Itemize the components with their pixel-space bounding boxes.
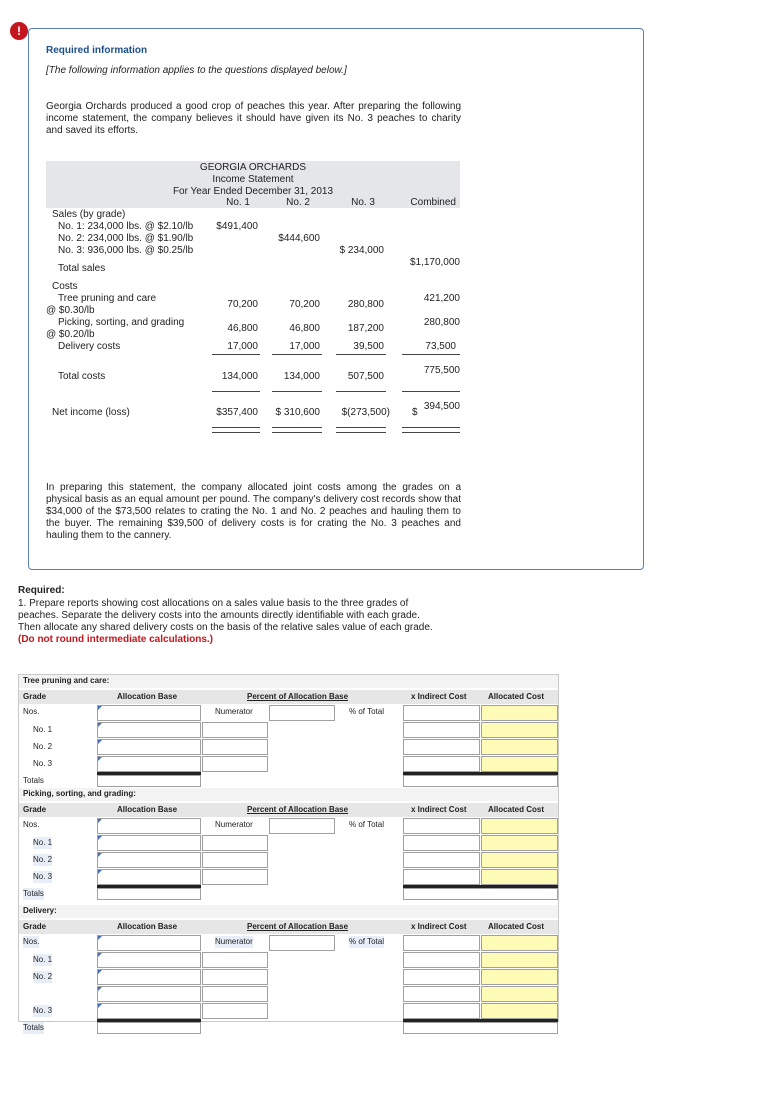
tree-row-totals-label: Totals xyxy=(23,776,44,785)
tree-no3-allocation-base-input[interactable] xyxy=(97,756,201,772)
deliv-nos-allocation-base-input[interactable] xyxy=(97,935,201,951)
tree-header-grade: Grade xyxy=(23,692,47,701)
pick-header-percent: Percent of Allocation Base xyxy=(247,805,349,814)
pick-no2: 46,800 xyxy=(289,323,320,334)
deliv-no1-indirect-cost-input[interactable] xyxy=(403,952,480,968)
tree-no1-allocated-cost-input[interactable] xyxy=(481,722,558,738)
deliv-blank-numerator-input[interactable] xyxy=(202,986,268,1002)
deliv-header-allocation-base: Allocation Base xyxy=(117,922,178,931)
deliv-blank-allocated-cost-input[interactable] xyxy=(481,986,558,1002)
deliv-section-title: Delivery: xyxy=(23,906,57,915)
pick-totals-allocation-base-input[interactable] xyxy=(97,888,201,900)
deliv-row-nos-label: Nos. xyxy=(23,937,40,946)
underline xyxy=(272,354,322,355)
sales-no2-label: No. 2: 234,000 lbs. @ $1.90/lb xyxy=(58,233,194,244)
deliv-totals-allocation-base-input[interactable] xyxy=(97,1022,201,1034)
tree-row-no2-label: No. 2 xyxy=(33,742,53,751)
col-no2: No. 2 xyxy=(286,197,310,208)
pick-no3-indirect-cost-input[interactable] xyxy=(403,869,480,885)
tc-no3: 507,500 xyxy=(347,371,384,382)
deliv-denominator-input[interactable] xyxy=(269,935,335,951)
double-underline xyxy=(402,432,460,433)
pick-no2-allocated-cost-input[interactable] xyxy=(481,852,558,868)
tree-no3-numerator-input[interactable] xyxy=(202,756,268,772)
net-no2: $ 310,600 xyxy=(275,407,320,418)
info-paragraph-2: In preparing this statement, the company allocated joint costs among the grades on a physical basis as an equal amount per pound. The company's delivery cost records show that $34,000 of the $73,500 relates to crating the No. 1 and No. 2 peaches and hauling them to the buyer. The remaining $39,500 of delivery costs is for crating the No. 3 peaches and hauling them to the cannery. xyxy=(46,482,461,541)
deliv-totals-allocated-input[interactable] xyxy=(403,1022,558,1034)
pick-pct-total-label: % of Total xyxy=(349,820,384,829)
tree-pruning-rate: @ $0.30/lb xyxy=(46,305,95,316)
picking-label: Picking, sorting, and grading xyxy=(58,317,185,328)
deliv-row-no2-label: No. 2 xyxy=(33,972,53,981)
pick-nos-indirect-cost-input[interactable] xyxy=(403,818,480,834)
double-underline xyxy=(272,427,322,428)
tree-pct-total-label: % of Total xyxy=(349,707,384,716)
pick-no3-allocation-base-input[interactable] xyxy=(97,869,201,885)
underline xyxy=(212,391,260,392)
pick-header-indirect: x Indirect Cost xyxy=(411,805,467,814)
net-income-label: Net income (loss) xyxy=(52,407,130,418)
pick-header-allocation-base: Allocation Base xyxy=(117,805,178,814)
tree-no2: 70,200 xyxy=(289,299,320,310)
deliv-pct-total-label: % of Total xyxy=(349,937,384,946)
double-underline xyxy=(272,432,322,433)
underline xyxy=(336,391,386,392)
double-underline xyxy=(402,427,460,428)
pick-numerator-label: Numerator xyxy=(215,820,253,829)
pick-header-grade: Grade xyxy=(23,805,47,814)
required-text xyxy=(18,598,438,646)
deliv-no3-allocation-base-input[interactable] xyxy=(97,1003,201,1019)
deliv-no1-input-marker xyxy=(98,953,102,957)
pick-nos-allocation-base-input[interactable] xyxy=(97,818,201,834)
sales-no1-value: $491,400 xyxy=(216,221,258,232)
tc-no1: 134,000 xyxy=(221,371,258,382)
deliv-nos-input-marker xyxy=(98,936,102,940)
tree-header-indirect: x Indirect Cost xyxy=(411,692,467,701)
pick-nos-input-marker xyxy=(98,819,102,823)
answer-grid xyxy=(18,674,559,1032)
deliv-no2-allocation-base-input[interactable] xyxy=(97,969,201,985)
sales-label: Sales (by grade) xyxy=(52,209,126,220)
net-combined: 394,500 xyxy=(423,401,460,412)
col-no3: No. 3 xyxy=(351,197,375,208)
required-highlight: (Do not round intermediate calculations.) xyxy=(18,634,214,645)
pick-no1-numerator-input[interactable] xyxy=(202,835,268,851)
tree-row-nos-label: Nos. xyxy=(23,707,40,716)
pick-row-totals-label: Totals xyxy=(23,889,44,898)
tree-nos-allocation-base-input[interactable] xyxy=(97,705,201,721)
deliv-no2-allocated-cost-input[interactable] xyxy=(481,969,558,985)
tree-combined: 421,200 xyxy=(423,293,460,304)
pick-no2-indirect-cost-input[interactable] xyxy=(403,852,480,868)
pick-no1-allocation-base-input[interactable] xyxy=(97,835,201,851)
tree-nos-allocated-cost-input[interactable] xyxy=(481,705,558,721)
tree-no2-numerator-input[interactable] xyxy=(202,739,268,755)
double-underline xyxy=(336,432,386,433)
sales-no3-label: No. 3: 936,000 lbs. @ $0.25/lb xyxy=(58,245,194,256)
double-underline xyxy=(212,427,260,428)
tree-no3-allocated-cost-input[interactable] xyxy=(481,756,558,772)
col-no1: No. 1 xyxy=(226,197,250,208)
total-sales-label: Total sales xyxy=(58,263,106,274)
pick-row-no1-label: No. 1 xyxy=(33,838,53,847)
pick-no3-allocated-cost-input[interactable] xyxy=(481,869,558,885)
double-underline xyxy=(336,427,386,428)
deliv-no3-indirect-cost-input[interactable] xyxy=(403,1003,480,1019)
tree-no3: 280,800 xyxy=(347,299,384,310)
tree-no3-input-marker xyxy=(98,757,102,761)
required-label: Required: xyxy=(18,585,65,596)
pick-nos-allocated-cost-input[interactable] xyxy=(481,818,558,834)
alert-icon: ! xyxy=(10,22,28,40)
deliv-header-allocated: Allocated Cost xyxy=(488,922,545,931)
deliv-no3: 39,500 xyxy=(353,341,384,352)
deliv-blank-allocation-base-input[interactable] xyxy=(97,986,201,1002)
tree-nos-indirect-cost-input[interactable] xyxy=(403,705,480,721)
tree-no2-allocated-cost-input[interactable] xyxy=(481,739,558,755)
tree-no1-input-marker xyxy=(98,723,102,727)
tree-header-percent: Percent of Allocation Base xyxy=(247,692,349,701)
deliv-header-percent: Percent of Allocation Base xyxy=(247,922,349,931)
tree-no3-indirect-cost-input[interactable] xyxy=(403,756,480,772)
deliv-nos-allocated-cost-input[interactable] xyxy=(481,935,558,951)
pick-no1-input-marker xyxy=(98,836,102,840)
company-name: GEORGIA ORCHARDS xyxy=(199,162,307,173)
pick-section-title: Picking, sorting, and grading: xyxy=(23,789,136,798)
deliv-no1-numerator-input[interactable] xyxy=(202,952,268,968)
pick-no3: 187,200 xyxy=(347,323,384,334)
tree-no1: 70,200 xyxy=(227,299,258,310)
tree-totals-allocation-base-input[interactable] xyxy=(97,775,201,787)
tree-no1-numerator-input[interactable] xyxy=(202,722,268,738)
sales-no1-label: No. 1: 234,000 lbs. @ $2.10/lb xyxy=(58,221,194,232)
pick-row-no3-label: No. 3 xyxy=(33,872,53,881)
sales-no2-value: $444,600 xyxy=(278,233,320,244)
col-combined: Combined xyxy=(410,197,456,208)
underline xyxy=(336,354,386,355)
deliv-no2: 17,000 xyxy=(289,341,320,352)
deliv-numerator-label: Numerator xyxy=(215,937,253,946)
pick-row-no2-label: No. 2 xyxy=(33,855,53,864)
tree-no2-allocation-base-input[interactable] xyxy=(97,739,201,755)
deliv-no3-input-marker xyxy=(98,1004,102,1008)
picking-rate: @ $0.20/lb xyxy=(46,329,95,340)
deliv-no3-allocated-cost-input[interactable] xyxy=(481,1003,558,1019)
tree-row-no1-label: No. 1 xyxy=(33,725,53,734)
statement-period: For Year Ended December 31, 2013 xyxy=(172,186,334,197)
tree-no2-indirect-cost-input[interactable] xyxy=(403,739,480,755)
deliv-combined: 73,500 xyxy=(425,341,456,352)
pick-row-nos-label: Nos. xyxy=(23,820,40,829)
pick-no2-input-marker xyxy=(98,853,102,857)
deliv-header-grade: Grade xyxy=(23,922,47,931)
deliv-no2-numerator-input[interactable] xyxy=(202,969,268,985)
deliv-no2-indirect-cost-input[interactable] xyxy=(403,969,480,985)
tree-header-allocation-base: Allocation Base xyxy=(117,692,178,701)
deliv-row-no1-label: No. 1 xyxy=(33,955,53,964)
pick-combined: 280,800 xyxy=(423,317,460,328)
double-underline xyxy=(212,432,260,433)
total-sales-value: $1,170,000 xyxy=(409,257,460,268)
deliv-no3-numerator-input[interactable] xyxy=(202,1003,268,1019)
tree-pruning-label: Tree pruning and care xyxy=(58,293,157,304)
deliv-no1: 17,000 xyxy=(227,341,258,352)
tree-header-allocated: Allocated Cost xyxy=(488,692,545,701)
tc-no2: 134,000 xyxy=(283,371,320,382)
underline xyxy=(272,391,322,392)
deliv-blank-indirect-cost-input[interactable] xyxy=(403,986,480,1002)
deliv-no1-allocation-base-input[interactable] xyxy=(97,952,201,968)
tree-section-title: Tree pruning and care: xyxy=(23,676,110,685)
deliv-header-indirect: x Indirect Cost xyxy=(411,922,467,931)
tree-no1-indirect-cost-input[interactable] xyxy=(403,722,480,738)
deliv-nos-indirect-cost-input[interactable] xyxy=(403,935,480,951)
pick-no1-allocated-cost-input[interactable] xyxy=(481,835,558,851)
sales-no3-value: $ 234,000 xyxy=(339,245,384,256)
pick-totals-allocated-input[interactable] xyxy=(403,888,558,900)
net-no3: $(273,500) xyxy=(341,407,390,418)
deliv-section-title-bar xyxy=(19,905,558,918)
pick-denominator-input[interactable] xyxy=(269,818,335,834)
underline xyxy=(402,354,460,355)
tree-no1-allocation-base-input[interactable] xyxy=(97,722,201,738)
tree-numerator-label: Numerator xyxy=(215,707,253,716)
statement-title: Income Statement xyxy=(212,174,294,185)
tree-nos-input-marker xyxy=(98,706,102,710)
info-title: Required information xyxy=(46,45,148,56)
pick-no2-allocation-base-input[interactable] xyxy=(97,852,201,868)
pick-header-allocated: Allocated Cost xyxy=(488,805,545,814)
pick-no2-numerator-input[interactable] xyxy=(202,852,268,868)
underline xyxy=(212,354,260,355)
delivery-label: Delivery costs xyxy=(58,341,121,352)
tc-combined: 775,500 xyxy=(423,365,460,376)
deliv-no1-allocated-cost-input[interactable] xyxy=(481,952,558,968)
pick-no3-input-marker xyxy=(98,870,102,874)
tree-row-no3-label: No. 3 xyxy=(33,759,53,768)
pick-no3-numerator-input[interactable] xyxy=(202,869,268,885)
tree-no2-input-marker xyxy=(98,740,102,744)
net-no1: $357,400 xyxy=(216,407,258,418)
deliv-row-totals-label: Totals xyxy=(23,1023,44,1032)
costs-label: Costs xyxy=(52,281,78,292)
deliv-blank-input-marker xyxy=(98,987,102,991)
tree-totals-allocated-input[interactable] xyxy=(403,775,558,787)
underline xyxy=(402,391,460,392)
required-instructions: 1. Prepare reports showing cost allocations on a sales value basis to the three grades of peaches. Separate the delivery costs into the amounts directly identifiable with each grade. Then allocate any shared delivery costs on the basis of the relative sales value of each grade. xyxy=(18,598,433,633)
info-paragraph-1: Georgia Orchards produced a good crop of peaches this year. After preparing the following income statement, the company believes it should have given its No. 3 peaches to charity and saved its efforts. xyxy=(46,101,461,136)
deliv-no2-input-marker xyxy=(98,970,102,974)
pick-no1: 46,800 xyxy=(227,323,258,334)
total-costs-label: Total costs xyxy=(58,371,106,382)
deliv-row-no3-label: No. 3 xyxy=(33,1006,53,1015)
net-combined-sign: $ xyxy=(412,407,418,418)
pick-no1-indirect-cost-input[interactable] xyxy=(403,835,480,851)
info-note: [The following information applies to the questions displayed below.] xyxy=(46,65,347,76)
tree-denominator-input[interactable] xyxy=(269,705,335,721)
